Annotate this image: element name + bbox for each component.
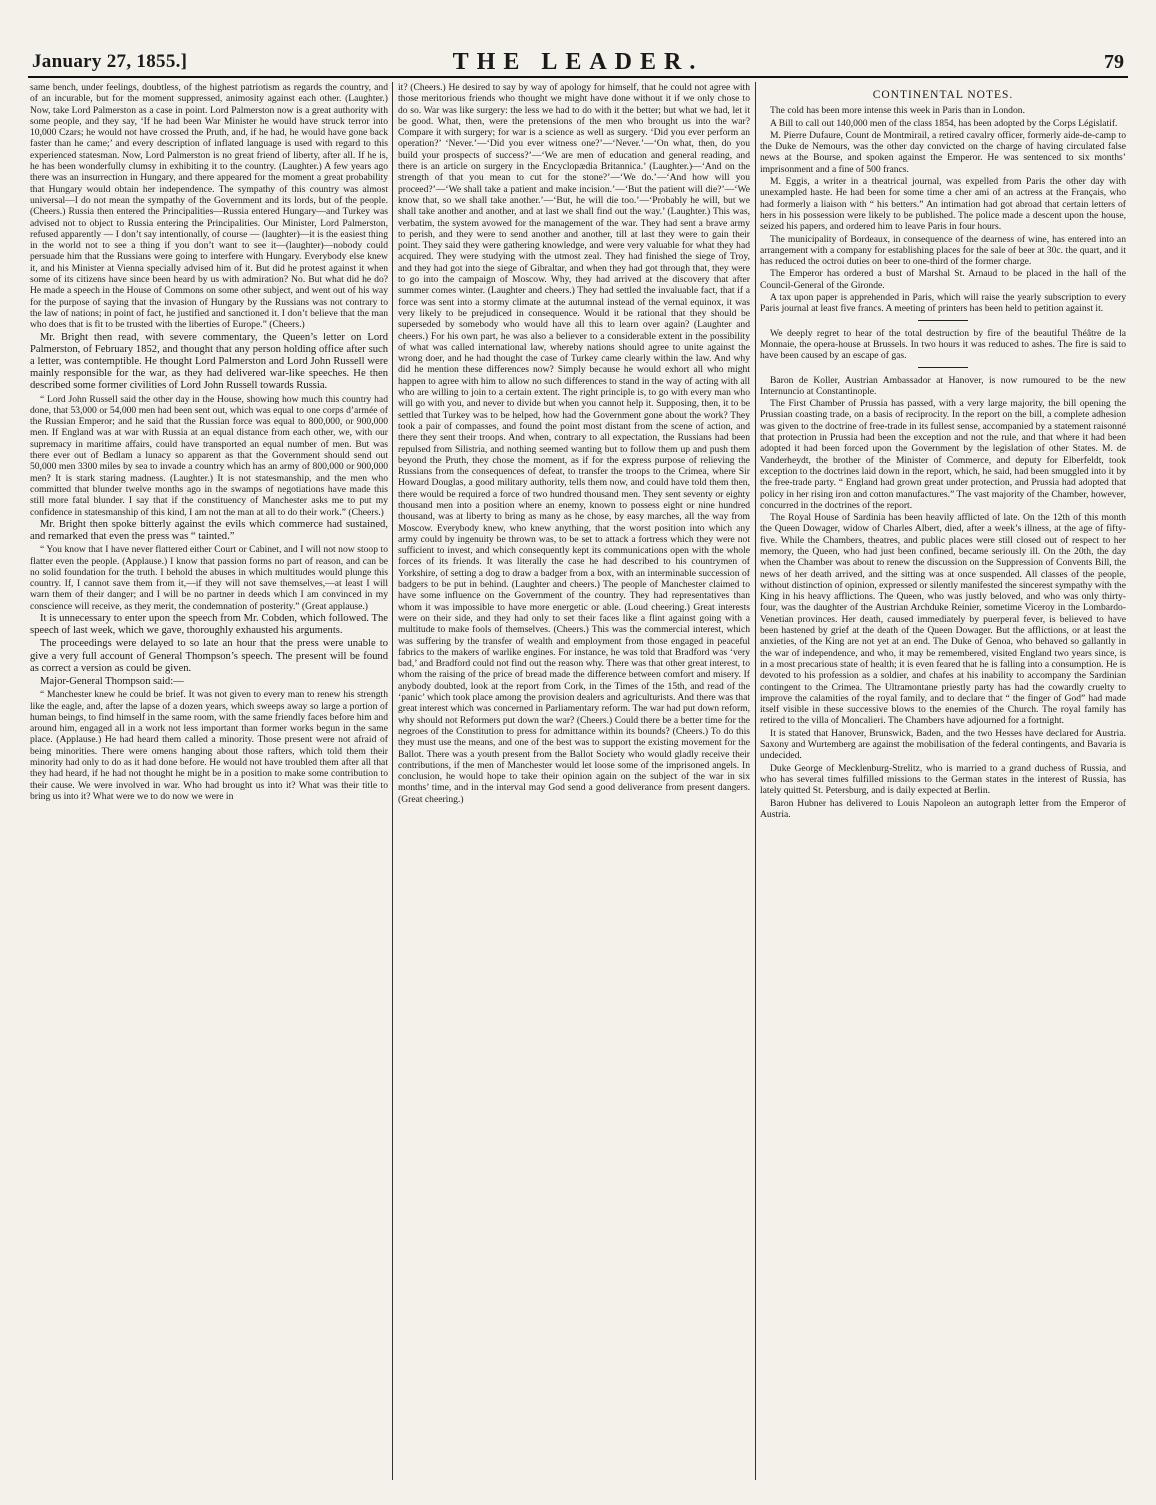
column-3 xyxy=(760,82,1126,1482)
paragraph: Major-General Thompson said:— xyxy=(40,676,184,688)
paragraph: Baron Hubner has delivered to Louis Napoleon an autograph letter from the Emperor of Austria. xyxy=(760,797,1126,820)
paragraph: Duke George of Mecklenburg-Strelitz, who is married to a grand duchess of Russia, and who has several times fulfilled missions to the German states in the interest of Russia, has lately quitted St. Petersburg, and is daily expected at Berlin. xyxy=(760,762,1126,797)
paragraph: The municipality of Bordeaux, in consequence of the dearness of wine, has entered into an arrangement with a company for establishing places for the sale of beer at 30c. the quart, and it has reduced the octroi duties on beer to one-third of the former charge. xyxy=(760,233,1126,268)
section-divider xyxy=(918,367,968,368)
paragraph: Mr. Bright then spoke bitterly against the evils which commerce had sustained, and remarked that even the press was “ tainted.” xyxy=(30,518,388,543)
page-number: 79 xyxy=(1104,51,1124,73)
paragraph: The cold has been more intense this week in Paris than in London. xyxy=(770,105,1025,117)
paragraph: It is unnecessary to enter upon the speech from Mr. Cobden, which followed. The speech of last week, which we gave, thoroughly exhausted his arguments. xyxy=(30,613,388,637)
column-1 xyxy=(30,82,388,1482)
paragraph: “ Lord John Russell said the other day in the House, showing how much this country had done, that 53,000 or 54,000 men had been sent out, which was equal to one corps d’armée of the Russian Emperor; and he said that the Russian force was equal to 800,000, or 900,000 men. If England was at war with Russia at an equal distance from each other, we, with our supremacy in maritime affairs, could have transported an equal number of men. But was there ever out of Bedlam a lunacy so apparent as that the Government should send out 50,000 men 3300 miles by sea to invade a country which has an army of 800,000 or 900,000 men? It is stark staring madness. (Laughter.) It is not statesmanship, and the men who committed that blunder twelve months ago in the swamps of negotiations have made this still more fatal blunder. I say that if the constituency of Manchester asks me to put my confidence in statesmanship of this kind, I am not the man at all to do their work.” (Cheers.) xyxy=(30,393,388,518)
paragraph: A tax upon paper is apprehended in Paris, which will raise the yearly subscription to every Paris journal at least five francs. A meeting of printers has been held to petition against it. xyxy=(760,292,1126,315)
column-divider xyxy=(755,82,756,1480)
paragraph: Baron de Koller, Austrian Ambassador at Hanover, is now rumoured to be the new Internuncio at Constantinople. xyxy=(760,374,1126,397)
paragraph: M. Eggis, a writer in a theatrical journal, was expelled from Paris the other day with unexampled haste. He had been for some time a cher ami of an actress at the Français, who had formerly a liaison with “ his betters.” An intimation had got abroad that certain letters of hers in his possession were likely to be published. The police made a descent upon the house, seized his papers, and ordered him to leave Paris in four hours. xyxy=(760,176,1126,233)
paragraph: We deeply regret to hear of the total destruction by fire of the beautiful Théâtre de la Monnaie, the opera-house at Brussels. In two hours it was reduced to ashes. The fire is said to have been caused by an escape of gas. xyxy=(760,327,1126,362)
paragraph: “ Manchester knew he could be brief. It was not given to every man to renew his strength like the eagle, and, after the lapse of a dozen years, which sweeps away so large a portion of human beings, to find himself in the same room, with the same friendly faces before him and around him, engaged all in a work not less important than former works begun in the same place. (Applause.) He had heard them called a minority. Those present were not afraid of being minorities. There were omens hanging about those rafters, which told them their minority had only to do as it had done before. He would not have troubled them after all that they had heard, if he had not thought he might be in a position to make some contribution to their cause. We were involved in war. Who had brought us into it? What was their title to bring us into it? What were we to do now we were in xyxy=(30,689,388,802)
paragraph: M. Pierre Dufaure, Count de Montmirail, a retired cavalry officer, formerly aide-de-camp to the Duke de Nemours, was the other day convicted on the charge of having circulated false news at the Bourse, and spoken against the Emperor. He was sentenced to six months’ imprisonment and a fine of 500 francs. xyxy=(760,129,1126,175)
paragraph: Mr. Bright then read, with severe commentary, the Queen’s letter on Lord Palmerston, of February 1852, and thought that any person holding office after such a letter, was contemptible. He thought Lord Palmerston and Lord John Russell were mainly responsible for the war, as they had delivered war-like speeches. He then described some former civilities of Lord John Russell towards Russia. xyxy=(30,331,388,392)
paragraph: It is stated that Hanover, Brunswick, Baden, and the two Hesses have declared for Austria. Saxony and Wurtemberg are against the mobilisation of the federal contingents, and Bavaria is undecided. xyxy=(760,727,1126,762)
newspaper-title: THE LEADER. xyxy=(452,49,704,75)
paragraph: The Emperor has ordered a bust of Marshal St. Arnaud to be placed in the hall of the Council-General of the Gironde. xyxy=(760,268,1126,291)
issue-date: January 27, 1855.] xyxy=(32,51,188,72)
paragraph: same bench, under feelings, doubtless, of the highest patriotism as regards the country, and of an incurable, but for the moment suppressed, animosity against each other. (Laughter.) Now, take Lord Palmerston as a case in point. Lord Palmerston now is a great authority with some people, and they say, ‘If he had been War Minister he would have struck terror into 10,000 Czars; he would not have crossed the Pruth, and, if he had, he would have gone back faster than he came;’ and every description of inflated language is used with regard to this experienced statesman. Now, Lord Palmerston is no great friend of liberty, after all. If he is, he has been wonderfully clumsy in exhibiting it to the country. (Laughter.) A few years ago there was an insurrection in Hungary, and there appeared for the moment a great probability that Hungary would obtain her independence. The sympathy of this country was almost universal—I do not mean the sympathy of the Government and its lords, but of the people. (Cheers.) Russia then entered the Principalities—Russia entered Hungary—and Turkey was advised not to object to Russia entering the Principalities. Our Minister, Lord Palmerston, refused apparently — I don’t say intentionally, of course — (laughter)—it is the easiest thing in the world not to see a thing if you don’t want to see it—(laughter)—nobody could persuade him that the Russians were going to interfere with Hungary. Everybody else knew it, and his Minister at Vienna specially advised him of it. But did he protest against it when some of its citizens have since been heard by us with admiration? No. But what did he do? He made a speech in the House of Commons on some other subject, and went out of his way for the purpose of saying that the invasion of Hungary by the Russians was not contrary to the law of nations; in point of fact, he justified and sanctioned it. I don’t believe that the man who does that is fit to be trusted with the liberties of Europe.” (Cheers.) xyxy=(30,82,388,331)
paragraph: it? (Cheers.) He desired to say by way of apology for himself, that he could not agree with those meritorious friends who thought we might have done without it if we only chose to do so. War was like surgery: the less we had to do with it the better; but what we had, let it be good. What, then, were the pretensions of the men who brought us into the war? Compare it with surgery; for war is a science as well as surgery. ‘Did you ever perform an operation?’ ‘Never.’—‘Did you ever witness one?’—‘Never.’—‘On what, then, do you build your prospects of success?’—‘We are men of education and general reading, and there is an article on surgery in the Encyclopædia Britannica.’ (Laughter.)—‘And on the strength of that you mean to cut for the stone?’—‘We do.’—‘And how will you proceed?’—‘We shall take a patient and make incision.’—‘But the patient will die?’—‘We know that, so we shall take another.’—‘But, he will die too.’—‘Probably he will, but we shall take another and another, and at last we shall find out the way.’ (Laughter.) This was, verbatim, the system avowed for the management of the war. They had sent a brave army to perish, and they were to send another and another, till at last they were to gain their point. They said they were gathering knowledge, and were very valuable for what they had acquired. They were studying with the utmost zeal. They had finished the siege of Troy, and they had got into the siege of Gibraltar, and when they had got through that, they were to go into the campaign of Moscow. Why, they had arrived at the discovery that after summer comes winter. (Laughter and cheers.) They had settled the invaluable fact, that if a force was sent into a stormy climate at the autumnal instead of the vernal equinox, it was very likely to be prejudiced in consequence. Would it be rational that they should be superseded by somebody who would have all this to learn over again? (Laughter and cheers.) For his own part, he was also a believer to a considerable extent in the possibility of what was called international law, whereby nations should agree to unite against the wrong doer, and he had thought the case of Turkey came clearly within the law. And why did he mention these differences now? Simply because he would exhort all who might happen to agree with him to allow no such differences to stand in the way of acting with all who are willing to join to a certain extent. The right principle is, to go with every man who will go with you, and never to divide but when you cannot help it. Supposing, then, it to be settled that Turkey was to be helped, how had the Government gone about the work? They took a pair of compasses, and found the point most distant from the scene of action, and there they sent their troops. And when, contrary to all expectation, the Russians had been repulsed from Silistria, and nothing seemed wanting but to follow them up and push them beyond the Pruth, they chose the moment, as if for the express purpose of relieving the Russians from the consequences of defeat, to transfer the troops to the Crimea, where Sir Howard Douglas, a good military authority, tells them now, and could have told them then, there would be required a force of two hundred thousand men. They sent seventy or eighty thousand men into a position where an enemy, known to possess eight or nine hundred thousand, was at liberty to bring as many as he chose, by easy marches, all the way from Moscow. Everybody knew, who knew anything, that the worst position into which any army could by ingenuity be thrown was, to be set to attack a fortress which they were not sufficient to invest, and which consequently kept its communications open with the whole forces of its friends. It was literally the case he had described to his countrymen of Yorkshire, of setting a dog to draw a badger from a box, with an interminable succession of badgers to be put in behind. (Laughter and cheers.) The people of Manchester claimed to have some influence on the Government of the country. They had representatives than whom it was impossible to have more energetic or able. (Loud cheering.) Great interests were on their side, and they had only to set their faces like a flint against going with a multitude to make fools of themselves. (Cheers.) This was the commercial interest, which was suffering by the transfer of wealth and employment from those engaged in peaceful fabrics to the makers of warlike engines. For instance, he was told that Bradford was ‘very bad,’ and Bradford could not find out the reason why. There was that other great interest, to whom the raising of the price of bread made the difference between comfort and misery. If anybody doubted, look at the report from Cork, in the Times of the 15th, and read of the ‘panic’ which took place among the provision dealers and agriculturists. And there was that great interest which was concerned in Parliamentary reform. The war had put down reform, why should not Reformers put down the war? (Cheers.) Could there be a better time for the negroes of the Constitution to press for admittance within its bounds? (Cheers.) To do this they must use the means, and one of the best was to support the existing movement for the Ballot. There was a youth present from the Ballot Society who would gladly receive their contributions, if the men of Manchester would let loose some of the imprisoned angels. In conclusion, he would hope to take their opinion again on the subject of the war in six months’ time, and in the interval may God send a good deliverance from present dangers. (Great cheering.) xyxy=(398,82,750,805)
masthead xyxy=(28,48,1128,78)
section-title: CONTINENTAL NOTES. xyxy=(872,89,1014,101)
column-2 xyxy=(398,82,750,1482)
paragraph: The Royal House of Sardinia has been heavily afflicted of late. On the 12th of this month the Queen Dowager, widow of Charles Albert, died, after a week’s illness, at the age of fifty-five. While the Chambers, theatres, and public places were still closed out of respect to her memory, the Queen, who had just been confined, became seriously ill. On the 20th, the day when the Chamber was about to renew the discussion on the Suppression of Convents Bill, the news of her death arrived, and the sitting was at once suspended. All classes of the people, without distinction of opinion, expressed or silently manifested the sincerest sympathy with the King in his heavy afflictions. The Queen, who was justly beloved, and who was only thirty-four, was the daughter of the Austrian Archduke Reinier, sometime Viceroy in the Lombardo-Venetian provinces. Her death, caused immediately by puerperal fever, is believed to have been hastened by grief at the death of the Queen Dowager. But the afflictions, or at least the anxieties, of the King are not yet at an end. The Duke of Genoa, who behaved so gallantly in the war of independence, and who, it may be remembered, visited England two years since, is in a most precarious state of health; it is even feared that he is falling into a consumption. He is devoted to his profession as a soldier, and chafes at his inability to accompany the Sardinian contingent to the Crimea. The Ultramontane priestly party has had the cowardly cruelty to improve the calamities of the royal family, and to declare that “ the finger of God” had made itself visible in these successive blows to the enemies of the Church. The royal family has retired to the villa of Moncalieri. The Chambers have adjourned for a fortnight. xyxy=(760,512,1126,727)
paragraph: The proceedings were delayed to so late an hour that the press were unable to give a very full account of General Thompson’s speech. The present will be found as correct a version as could be given. xyxy=(30,638,388,674)
paragraph: “ You know that I have never flattered either Court or Cabinet, and I will not now stoop to flatter even the people. (Applause.) I know that passion forms no part of reason, and can be no solid foundation for the truth. I behold the abuses in which multitudes would plunge this country. If, I cannot save them from it,—if they will not save themselves,—at least I will warn them of their danger; and I will be no partner in deeds which I am convinced in my conscience will receive, as they merit, the condemnation of posterity.” (Great applause.) xyxy=(30,544,388,612)
paragraph: The First Chamber of Prussia has passed, with a very large majority, the bill opening the Prussian coasting trade, on a basis of reciprocity. In the report on the bill, a complete adhesion was given to the doctrine of free-trade in its fullest sense, accompanied by a statement raisonné that protection in Prussia had been the exception and not the rule, and that where it had been adopted it had been forced upon the Government by the legislation of other States. M. de Vanderheydt, the brother of the Minister of Commerce, and deputy for Elberfeldt, took exception to the doctrines laid down in the report, which, he said, had been smuggled into it by the free-trade party. “ England had grown great under protection, and Prussia had adopted that policy in her rising iron and cotton manufactures.” The vast majority of the Chamber, however, concurred in the doctrines of the report. xyxy=(760,398,1126,511)
paragraph: A Bill to call out 140,000 men of the class 1854, has been adopted by the Corps Législatif. xyxy=(770,117,1118,129)
column-divider xyxy=(392,82,393,1480)
section-divider xyxy=(918,320,968,321)
